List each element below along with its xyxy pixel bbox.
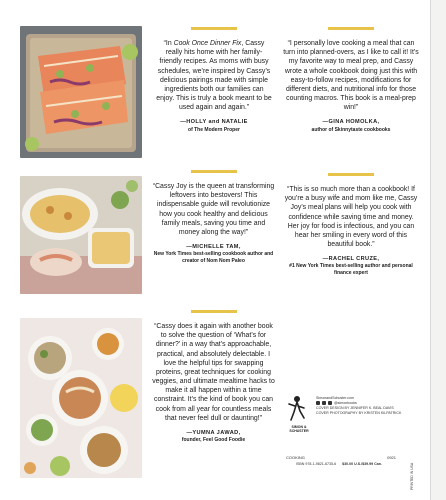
quote-attribution-name: —RACHEL CRUZE,	[322, 256, 380, 263]
quote-attribution-name: —MICHELLE TAM,	[186, 244, 241, 251]
publisher-logo-text: SIMON & SCHUSTER	[289, 425, 309, 434]
category-row	[286, 455, 396, 460]
quote-attribution-title: author of Skinnytaste cookbooks	[311, 126, 391, 133]
publisher-info	[316, 396, 411, 415]
design-credit: COVER DESIGN BY JENNIFER K. BEAL DAVIS	[316, 405, 394, 410]
accent-bar	[191, 310, 237, 313]
quote-text: “I personally love cooking a meal that can turn into planned-overs, as I like to call it! It’s my favorite way to meal prep, and Cassy wrote a whole cookbook doing just this with easy-to-follow recipes, modifications for different diets, and nutritional info for those counting macros. This book is a meal-prep win!”	[283, 40, 419, 112]
quote-text: “Cassy Joy is the queen at transforming leftovers into bestovers! This indispensable guide will revolutionize how you cook healthy and delicious family meals, saving you time and money along the way!”	[152, 183, 275, 236]
publisher-block	[286, 394, 416, 454]
social-handle: @simonbooks	[334, 400, 357, 405]
salmon-tray-photo	[20, 26, 142, 158]
quote-text: “This is so much more than a cookbook! If you’re a busy wife and mom like me, Cassy Joy’s meal plans will help you cook with confidence while saving time and money. Her joy for food is infectious, and you can hear her smiling in every word of this beautiful book.”	[284, 186, 418, 249]
quote-text: “Cassy does it again with another book to solve the question of ‘What’s for dinner?’ in a way that’s approachable, practical, and absolutely delectable. I love the helpful tips for swapping proteins, great techniques for cooking veggies, and ultimate mealtime hacks to make it all happen within a time constraint. It’s the kind of book you can cook from all year for countless meals that never feel dull or daunting!”	[152, 323, 275, 422]
photo-credit: COVER PHOTOGRAPHY BY KRISTEN KILPATRICK	[316, 410, 402, 415]
quote-attribution-title: founder, Feel Good Foodie	[181, 437, 246, 444]
quote-attribution-name: —YUMNA JAWAD,	[186, 429, 241, 436]
accent-bar	[191, 170, 237, 173]
facebook-icon	[316, 401, 320, 405]
printed-in-label: PRINTED IN USA	[410, 462, 414, 490]
sower-logo-icon	[286, 394, 308, 424]
quote-attribution-name: —HOLLY and NATALIE	[180, 119, 248, 126]
instagram-icon	[328, 401, 332, 405]
quote-text: “In Cook Once Dinner Fix, Cassy really hits home with her family-friendly recipes. As moms with busy schedules, we’re inspired by Cassy’s delicious pairings made with simple ingredients both our families can enjoy. This is truly a book meant to be used again and again.”	[156, 40, 272, 112]
twitter-icon	[322, 401, 326, 405]
category-label: COOKING	[286, 455, 305, 460]
price: $30.00 U.S./$39.99 Can.	[342, 462, 382, 466]
accent-bar	[328, 173, 374, 176]
quote-rachel-cruze	[283, 173, 419, 276]
accent-bar	[328, 27, 374, 30]
quote-gina-homolka	[283, 27, 419, 133]
book-spine-edge	[431, 0, 446, 500]
quote-michelle-tam	[151, 170, 276, 264]
isbn: ISBN 978-1-9821-6735-6	[296, 462, 337, 466]
casserole-photo	[20, 176, 142, 294]
accent-bar	[191, 27, 237, 30]
quote-attribution-title: #1 New York Times best-selling author and personal finance expert	[289, 263, 413, 276]
category-code: 0921	[387, 455, 396, 460]
quote-attribution-name: —GINA HOMOLKA,	[322, 119, 380, 126]
quote-holly-natalie	[155, 27, 273, 133]
quote-attribution-title: of The Modern Proper	[188, 126, 240, 133]
quote-attribution-title: New York Times best-selling cookbook author and creator of Nom Nom Paleo	[153, 251, 274, 264]
publisher-website: SimonandSchuster.com	[316, 396, 354, 400]
quote-yumna-jawad	[151, 310, 276, 444]
isbn-row	[296, 462, 396, 466]
table-spread-photo	[20, 318, 142, 478]
